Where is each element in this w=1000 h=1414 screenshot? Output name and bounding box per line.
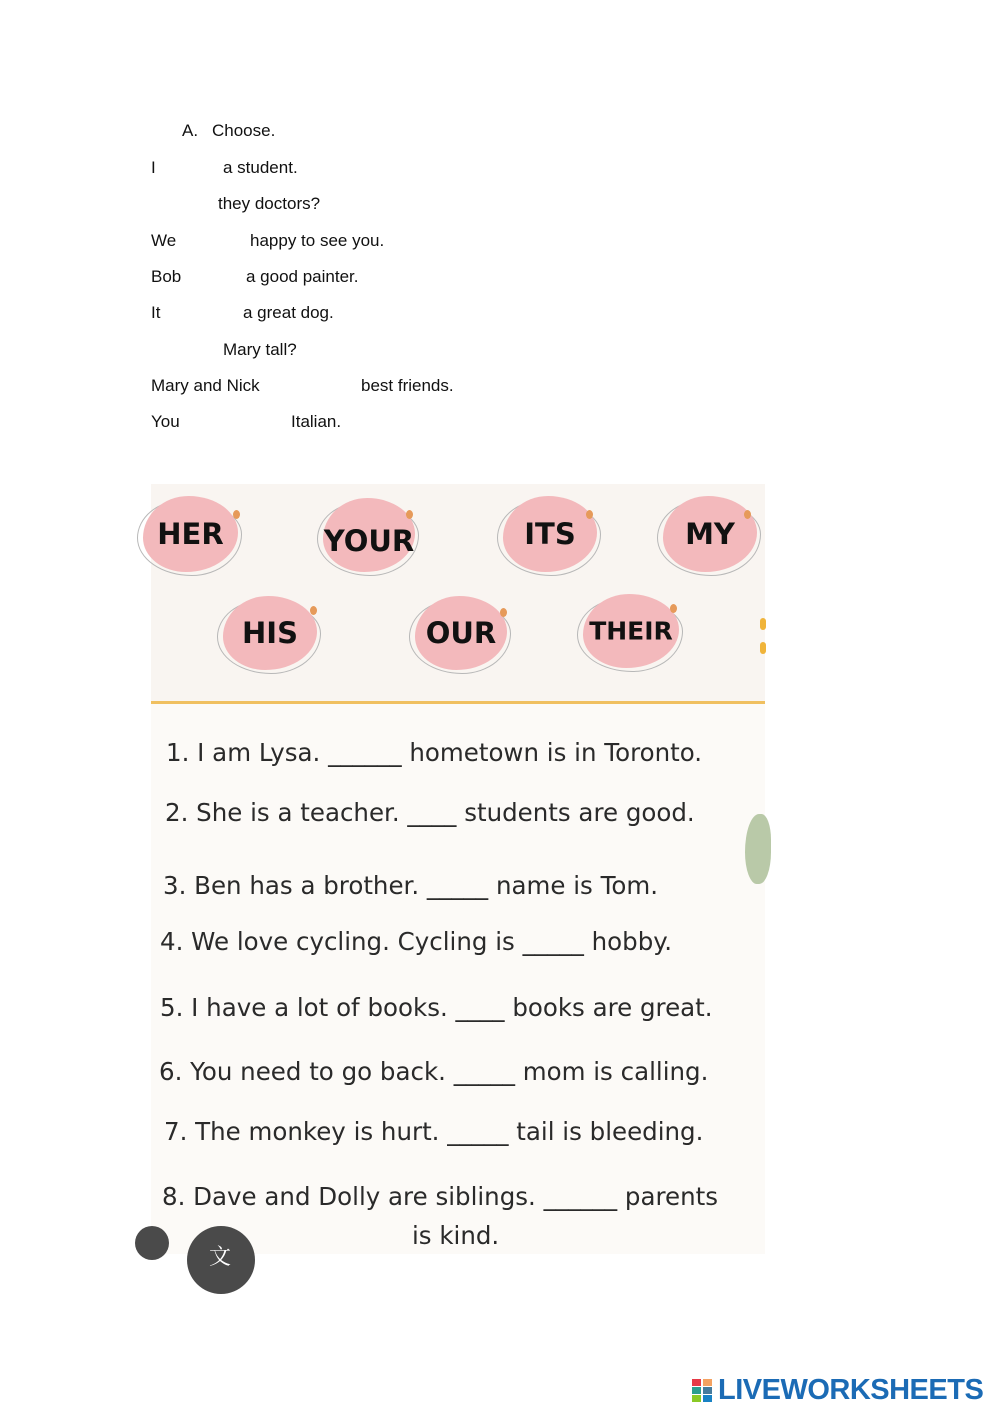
sentence-rest-3: happy to see you. [250, 231, 385, 250]
decoration-dot [760, 642, 766, 654]
word-blob-her [143, 496, 238, 572]
word-blob-my [663, 496, 757, 572]
divider [151, 701, 765, 704]
sentence-subject-8: You [151, 412, 180, 431]
word-their: THEIR [589, 616, 673, 646]
translate-button[interactable] [187, 1226, 255, 1294]
section-heading [182, 121, 275, 141]
question-7: 7. The monkey is hurt. _____ tail is bleeding. [164, 1117, 704, 1146]
sentence-rest-4: a good painter. [246, 267, 359, 286]
sentence-rest-5: a great dog. [243, 303, 334, 322]
word-blob-your [323, 498, 415, 572]
question-8-continuation: is kind. [412, 1221, 500, 1250]
word-blob-our [415, 596, 507, 670]
decoration-dot [760, 618, 766, 630]
nav-circle-button[interactable] [135, 1226, 169, 1260]
word-her: HER [157, 517, 224, 551]
sentence-rest-7: best friends. [361, 376, 454, 395]
word-bank [151, 484, 765, 702]
sentence-subject-1: I [151, 158, 156, 177]
sentence-subject-4: Bob [151, 267, 182, 286]
word-blob-its [503, 496, 597, 572]
word-its: ITS [524, 517, 576, 551]
word-blob-their [583, 594, 679, 668]
question-3: 3. Ben has a brother. _____ name is Tom. [163, 871, 659, 900]
sentence-subject-5: It [151, 303, 161, 322]
liveworksheets-logo-icon [692, 1377, 714, 1403]
translate-icon: 文 [209, 1244, 232, 1269]
word-our: OUR [425, 616, 497, 650]
question-1: 1. I am Lysa. ______ hometown is in Toronto. [166, 738, 703, 767]
question-5: 5. I have a lot of books. ____ books are great. [160, 993, 713, 1022]
worksheet-picture [151, 484, 765, 1269]
word-your: YOUR [323, 523, 415, 558]
liveworksheets-logo [692, 1374, 983, 1406]
question-8: 8. Dave and Dolly are siblings. ______ parents [162, 1182, 718, 1211]
sentence-rest-2: they doctors? [218, 194, 321, 213]
word-his: HIS [242, 616, 298, 650]
section-title: Choose. [212, 121, 276, 140]
logo-text: LIVEWORKSHEETS [718, 1373, 984, 1406]
section-letter: A. [182, 121, 199, 140]
leaf-decoration [745, 814, 771, 884]
sentence-subject-3: We [151, 231, 177, 250]
word-blob-his [223, 596, 317, 670]
sentence-rest-1: a student. [223, 158, 298, 177]
sentence-rest-8: Italian. [291, 412, 342, 431]
word-my: MY [685, 517, 735, 551]
sentence-rest-6: Mary tall? [223, 340, 297, 359]
question-4: 4. We love cycling. Cycling is _____ hobby. [160, 927, 673, 956]
question-2: 2. She is a teacher. ____ students are good. [165, 798, 695, 827]
question-6: 6. You need to go back. _____ mom is calling. [159, 1057, 709, 1086]
sentence-subject-7: Mary and Nick [151, 376, 260, 395]
